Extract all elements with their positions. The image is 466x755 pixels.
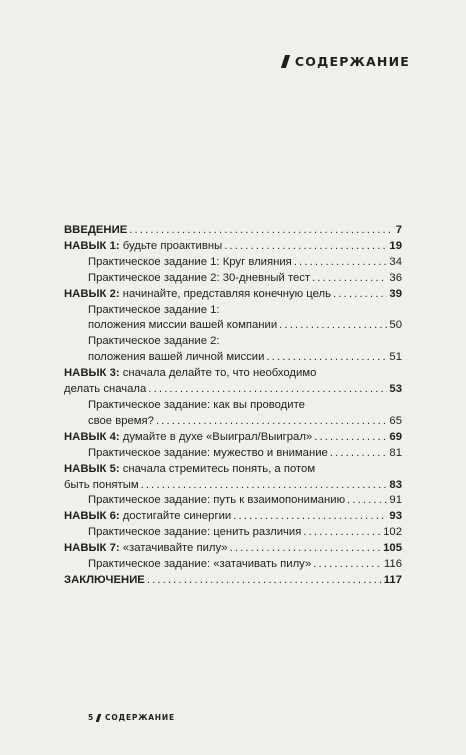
dot-leader <box>230 541 382 557</box>
skill-title-line-2: быть понятым <box>64 478 139 491</box>
toc-page-number: 69 <box>389 430 402 443</box>
exercise-title-line-2: свое время? <box>88 414 154 427</box>
toc-page-number: 7 <box>395 224 402 236</box>
skill-number: НАВЫК 2: <box>64 287 120 300</box>
toc-page-number: 39 <box>389 287 402 300</box>
dot-leader <box>294 255 388 271</box>
skill-number: НАВЫК 5: <box>64 462 120 475</box>
exercise-title: Практическое задание 1: Круг влияния <box>88 255 292 268</box>
toc-entry-skill-1-exercise-1[interactable] <box>64 255 402 271</box>
toc-entry-skill-6-exercise[interactable] <box>64 525 402 541</box>
toc-entry-label: ЗАКЛЮЧЕНИЕ <box>64 573 145 586</box>
exercise-title: Практическое задание: «затачивать пилу» <box>88 558 312 571</box>
toc-page-number: 36 <box>389 271 402 284</box>
toc-page-number: 19 <box>389 239 402 252</box>
skill-title: будьте проактивны <box>119 239 223 252</box>
skill-number: НАВЫК 7: <box>64 542 120 555</box>
dot-leader <box>330 446 388 462</box>
toc-page-number: 51 <box>389 351 402 364</box>
toc-page-number: 117 <box>383 573 402 586</box>
toc-entry-skill-3[interactable] <box>64 366 402 398</box>
table-of-contents <box>64 223 402 589</box>
toc-entry-conclusion[interactable] <box>64 573 402 589</box>
toc-entry-skill-2[interactable] <box>64 287 402 303</box>
dot-leader <box>129 223 393 239</box>
dot-leader <box>333 287 387 303</box>
skill-title: «затачивайте пилу» <box>119 542 228 555</box>
slash-icon <box>281 55 290 68</box>
dot-leader <box>141 478 388 494</box>
skill-number: НАВЫК 6: <box>64 510 120 523</box>
toc-page-number: 91 <box>389 494 402 507</box>
toc-entry-intro[interactable] <box>64 223 402 239</box>
skill-number: НАВЫК 4: <box>64 430 120 443</box>
footer-title: СОДЕРЖАНИЕ <box>105 713 175 722</box>
skill-title: начинайте, представляя конечную цель <box>119 287 331 300</box>
toc-entry-skill-6[interactable] <box>64 509 402 525</box>
skill-title: сначала делайте то, что необходимо <box>119 367 317 380</box>
page-title-text: СОДЕРЖАНИЕ <box>294 54 410 69</box>
exercise-title: Практическое задание: мужество и внимание <box>88 446 328 459</box>
page-footer <box>88 713 175 722</box>
toc-entry-skill-4-exercise[interactable] <box>64 446 402 462</box>
toc-entry-skill-5-exercise[interactable] <box>64 493 402 509</box>
skill-number: НАВЫК 3: <box>64 367 120 380</box>
dot-leader <box>147 573 382 589</box>
toc-page-number: 116 <box>383 558 402 571</box>
toc-entry-skill-7[interactable] <box>64 541 402 557</box>
dot-leader <box>148 382 387 398</box>
exercise-title-line-1: Практическое задание 2: <box>88 335 220 348</box>
dot-leader <box>347 493 387 509</box>
toc-page-number: 93 <box>389 510 402 523</box>
toc-entry-skill-7-exercise[interactable] <box>64 557 402 573</box>
toc-page-number: 50 <box>389 319 402 332</box>
exercise-title: Практическое задание: путь к взаимопониманию <box>88 494 346 507</box>
dot-leader <box>224 239 387 255</box>
skill-title-line-2: делать сначала <box>64 383 147 396</box>
exercise-title: Практическое задание 2: 30-дневный тест <box>88 271 311 284</box>
toc-page-number: 105 <box>383 542 402 555</box>
dot-leader <box>314 430 387 446</box>
toc-entry-skill-2-exercise-1[interactable] <box>64 303 402 335</box>
dot-leader <box>313 557 382 573</box>
toc-entry-label: ВВЕДЕНИЕ <box>64 224 128 236</box>
dot-leader <box>312 271 387 287</box>
exercise-title-line-2: положения миссии вашей компании <box>88 319 278 332</box>
dot-leader <box>233 509 387 525</box>
dot-leader <box>303 525 381 541</box>
dot-leader <box>156 414 387 430</box>
exercise-title-line-2: положения вашей личной миссии <box>88 351 265 364</box>
toc-page-number: 34 <box>389 255 402 268</box>
toc-entry-skill-1-exercise-2[interactable] <box>64 271 402 287</box>
toc-page-number: 81 <box>389 446 402 459</box>
toc-entry-skill-2-exercise-2[interactable] <box>64 334 402 366</box>
exercise-title-line-1: Практическое задание: как вы проводите <box>88 398 305 411</box>
toc-entry-skill-3-exercise[interactable] <box>64 398 402 430</box>
toc-entry-skill-5[interactable] <box>64 462 402 494</box>
page-title <box>283 54 410 69</box>
toc-page-number: 53 <box>389 383 402 396</box>
skill-number: НАВЫК 1: <box>64 239 120 252</box>
skill-title: достигайте синергии <box>119 510 232 523</box>
slash-icon <box>96 714 102 722</box>
footer-page-number: 5 <box>88 713 95 722</box>
exercise-title-line-1: Практическое задание 1: <box>88 303 220 316</box>
dot-leader <box>266 350 387 366</box>
skill-title: думайте в духе «Выиграл/Выиграл» <box>119 430 313 443</box>
toc-entry-skill-4[interactable] <box>64 430 402 446</box>
toc-page-number: 83 <box>389 478 402 491</box>
exercise-title: Практическое задание: ценить различия <box>88 526 302 539</box>
toc-page-number: 102 <box>383 526 402 539</box>
skill-title: сначала стремитесь понять, а потом <box>119 462 316 475</box>
dot-leader <box>279 318 387 334</box>
toc-page-number: 65 <box>389 414 402 427</box>
toc-entry-skill-1[interactable] <box>64 239 402 255</box>
